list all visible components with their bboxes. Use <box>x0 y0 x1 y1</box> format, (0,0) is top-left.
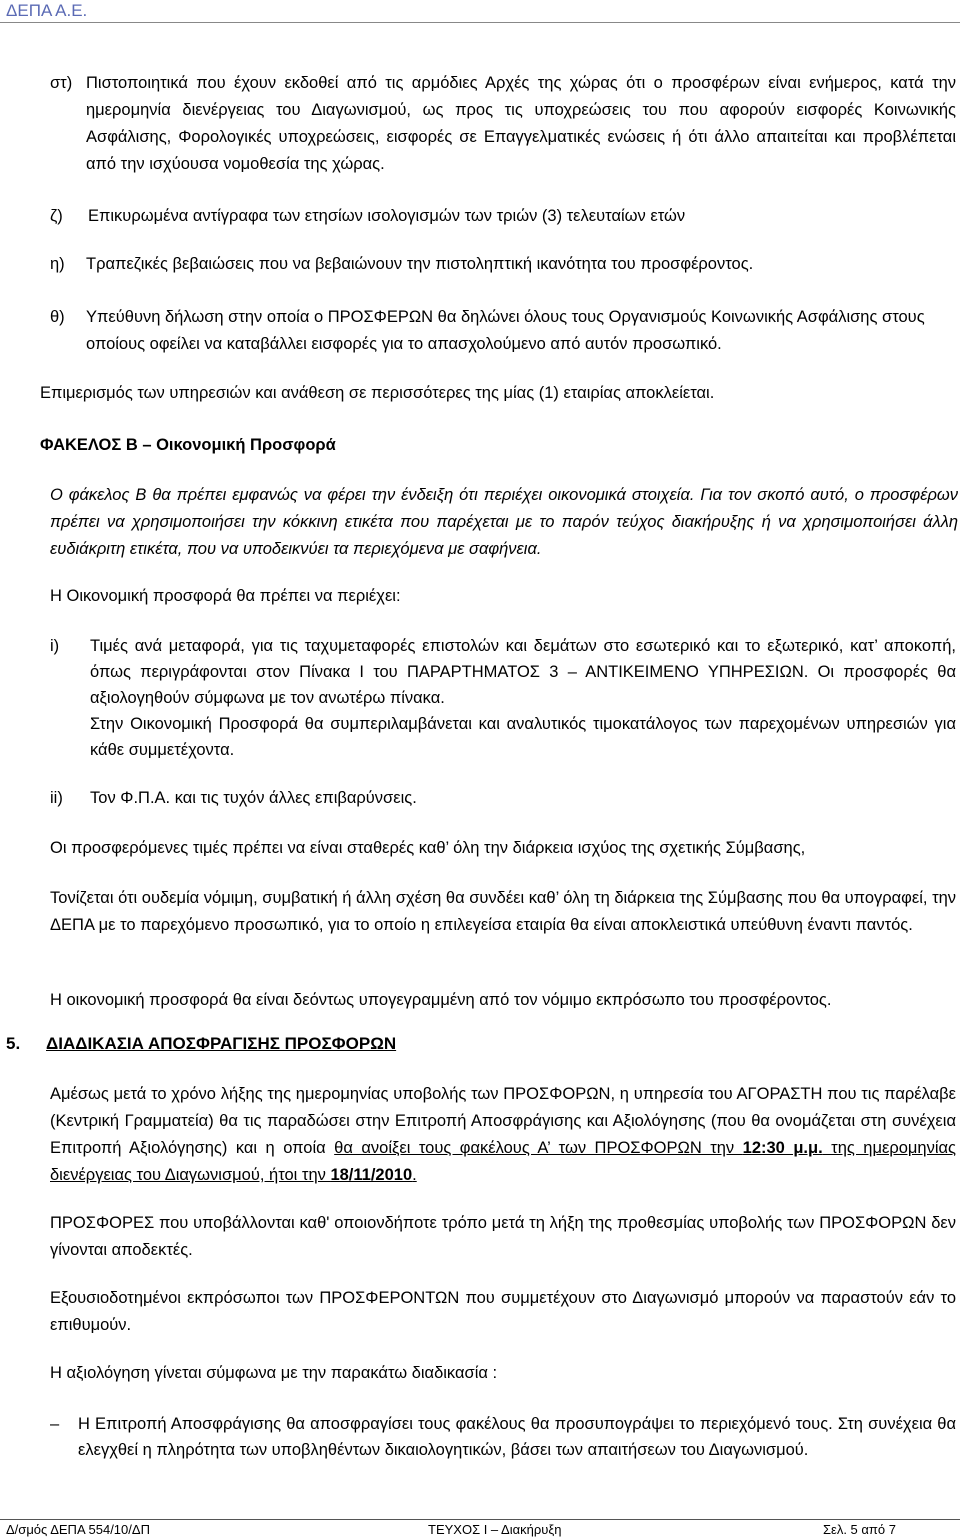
footer-reference: Δ/σμός ΔΕΠΑ 554/10/ΔΠ <box>6 1522 150 1537</box>
p1-underlined-2: της ημερομηνίας διενέργειας του Διαγωνισμού, ήτοι την <box>50 1139 956 1184</box>
list-item-th <box>50 304 956 358</box>
header-rule <box>0 22 960 23</box>
list-item-z <box>50 203 956 230</box>
list-item-text: Τον Φ.Π.Α. και τις τυχόν άλλες επιβαρύνσεις. <box>90 789 417 807</box>
signature-note: Η οικονομική προσφορά θα είναι δεόντως υπογεγραμμένη από τον νόμιμο εκπρόσωπο του προσφέροντος. <box>50 991 832 1009</box>
section-5-paragraph-4: Η αξιολόγηση γίνεται σύμφωνα με την παρακάτω διαδικασία : <box>50 1364 498 1382</box>
p1-end: . <box>412 1166 417 1184</box>
list-item-label: η) <box>50 255 65 273</box>
section-title-text: ΔΙΑΔΙΚΑΣΙΑ ΑΠΟΣΦΡΑΓΙΣΗΣ ΠΡΟΣΦΟΡΩΝ <box>46 1034 397 1053</box>
section-5-title <box>6 1033 396 1055</box>
envelope-b-title: ΦΑΚΕΛΟΣ Β – Οικονομική Προσφορά <box>40 436 336 454</box>
p1-underlined-1: θα ανοίξει τους φακέλους Α’ των ΠΡΟΣΦΟΡΩΝ την <box>334 1139 743 1157</box>
list-item-text: Πιστοποιητικά που έχουν εκδοθεί από τις αρμόδιες Αρχές της χώρας ότι ο προσφέρων είναι ενήμερος, κατά την ημερομηνία διενέργειας του Διαγωνισμού, ως προς τις υποχρεώσεις του που αφορούν εισφορές Κοινωνικής Ασφάλισης, Φορολογικές υποχρεώσεις, εισφορές σε Επαγγελματικές ενώσεις ή ότι άλλο απαιτείται και προβλέπεται από την ισχύουσα νομοθεσία της χώρας. <box>86 74 956 173</box>
list-item-i <box>50 251 956 278</box>
p1-plain: Αμέσως μετά το χρόνο λήξης της ημερομηνίας υποβολής των ΠΡΟΣΦΟΡΩΝ, η υπηρεσία του ΑΓΟΡΑΣΤΗ που τις παρέλαβε (Κεντρική Γραμματεία) θα τις παραδώσει στην Επιτροπή Αποσφράγισης και Αξιολόγησης (που θα ονομάζεται στη συνέχεια Επιτροπή Αξιολόγησης) και η οποία <box>50 1085 956 1157</box>
running-header-title: ΔΕΠΑ Α.Ε. <box>6 1 88 20</box>
list-item-text: Τιμές ανά μεταφορά, για τις ταχυμεταφορές επιστολών και δεμάτων στο εσωτερικό και το εξωτερικό, κατ’ αποκοπή, όπως περιγράφονται στον Πίνακα Ι του ΠΑΡΑΡΤΗΜΑΤΟΣ 3 – ΑΝΤΙΚΕΙΜΕΝΟ ΥΠΗΡΕΣΙΩΝ. Οι προσφορές θα αξιολογηθούν σύμφωνα με τον ανωτέρω πίνακα. <box>90 637 956 707</box>
envelope-b-item-ii <box>50 785 956 811</box>
envelope-b-italic-text: Ο φάκελος Β θα πρέπει εμφανώς να φέρει την ένδειξη ότι περιέχει οικονομικά στοιχεία. Για τον σκοπό αυτό, ο προσφέρων πρέπει να χρησιμοποιήσει την κόκκινη ετικέτα που παρέχεται με το παρόν τεύχος διακήρυξης ή να χρησιμοποιήσει άλλη ευδιάκριτη ετικέτα, που να υποδεικνύει τα περιεχόμενα με σαφήνεια. <box>50 486 958 558</box>
footer-volume: ΤΕΥΧΟΣ Ι – Διακήρυξη <box>428 1522 562 1537</box>
list-item-text: Τραπεζικές βεβαιώσεις που να βεβαιώνουν την πιστοληπτική ικανότητα του προσφέροντος. <box>86 255 754 273</box>
section-number: 5. <box>6 1034 21 1053</box>
list-item-label: στ) <box>50 74 73 92</box>
section-5-paragraph-3: Εξουσιοδοτημένοι εκπρόσωποι των ΠΡΟΣΦΕΡΟΝΤΩΝ που συμμετέχουν στο Διαγωνισμό μπορούν να παραστούν εάν το επιθυμούν. <box>50 1289 956 1334</box>
section-5-paragraph-2: ΠΡΟΣΦΟΡΕΣ που υποβάλλονται καθ' οποιονδήποτε τρόπο μετά τη λήξη της προθεσμίας υποβολής των ΠΡΟΣΦΟΡΩΝ δεν γίνονται αποδεκτές. <box>50 1214 956 1259</box>
envelope-b-item-i <box>50 633 956 763</box>
list-item-label: i) <box>50 637 60 655</box>
split-note: Επιμερισμός των υπηρεσιών και ανάθεση σε περισσότερες της μίας (1) εταιρίας αποκλείεται. <box>40 384 715 402</box>
p1-date: 18/11/2010 <box>330 1166 413 1184</box>
list-item-label: ζ) <box>50 207 63 225</box>
no-relation-note: Τονίζεται ότι ουδεμία νόμιμη, συμβατική ή άλλη σχέση θα συνδέει καθ’ όλη τη διάρκεια της Σύμβασης που θα υπογραφεί, την ΔΕΠΑ με το παρεχόμενο προσωπικό, για το οποίο η επιλεγείσα εταιρία θα είναι αποκλειστικά υπεύθυνη έναντι παντός. <box>50 889 957 934</box>
footer-page-number: Σελ. 5 από 7 <box>823 1522 896 1537</box>
dash-bullet: – <box>50 1415 60 1433</box>
list-item-text-2: Στην Οικονομική Προσφορά θα συμπεριλαμβάνεται και αναλυτικός τιμοκατάλογος των παρεχομένων υπηρεσιών για κάθε συμμετέχοντα. <box>90 715 956 759</box>
dash-item-text: Η Επιτροπή Αποσφράγισης θα αποσφραγίσει τους φακέλους θα προσυπογράψει το περιεχόμενό τους. Στη συνέχεια θα ελεγχθεί η πληρότητα των υποβληθέντων δικαιολογητικών, βάσει των απαιτήσεων του Διαγωνισμού. <box>78 1415 956 1459</box>
envelope-b-intro: Η Οικονομική προσφορά θα πρέπει να περιέχει: <box>50 587 401 605</box>
section-5-paragraph-1 <box>50 1081 956 1189</box>
list-item-text: Επικυρωμένα αντίγραφα των ετησίων ισολογισμών των τριών (3) τελευταίων ετών <box>88 207 686 225</box>
footer-rule <box>0 1519 960 1520</box>
list-item-st <box>50 70 956 178</box>
list-item-label: ii) <box>50 789 63 807</box>
list-item-text: Υπεύθυνη δήλωση στην οποία ο ΠΡΟΣΦΕΡΩΝ θα δηλώνει όλους τους Οργανισμούς Κοινωνικής Ασφάλισης στους οποίους οφείλει να καταβάλλει εισφορές για το απασχολούμενο από αυτόν προσωπικό. <box>86 308 925 353</box>
fixed-prices-note: Οι προσφερόμενες τιμές πρέπει να είναι σταθερές καθ’ όλη την διάρκεια ισχύος της σχετικής Σύμβασης, <box>50 839 806 857</box>
list-item-label: θ) <box>50 308 65 326</box>
p1-time: 12:30 μ.μ. <box>742 1139 823 1157</box>
dash-list-item <box>50 1411 956 1463</box>
